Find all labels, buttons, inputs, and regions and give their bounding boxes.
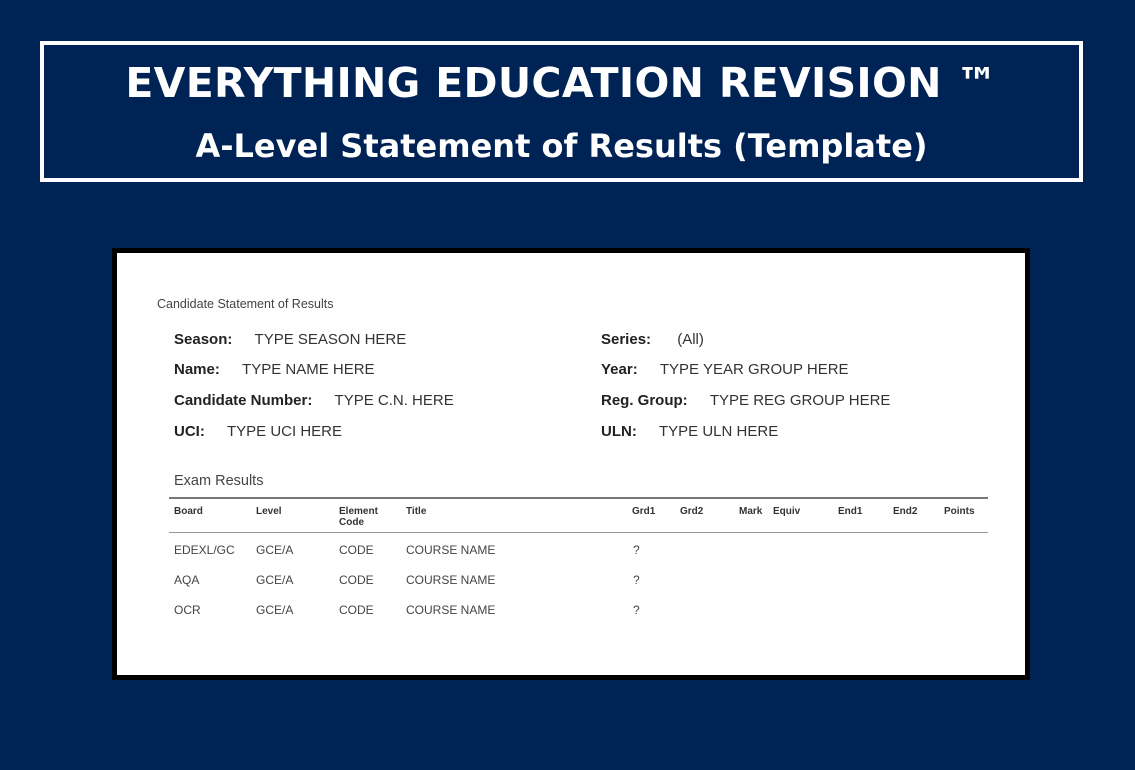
row-level: GCE/A	[256, 573, 294, 587]
statement-document	[112, 248, 1030, 680]
reg-group-label: Reg. Group:	[601, 392, 688, 409]
season-field	[174, 331, 406, 348]
row-level: GCE/A	[256, 603, 294, 617]
table-header-rule	[169, 532, 988, 533]
row-grd1: ?	[633, 603, 640, 617]
year-field	[601, 361, 849, 378]
col-header-level: Level	[256, 506, 282, 517]
row-title: COURSE NAME	[406, 573, 496, 587]
col-header-element-code: Element Code	[339, 506, 378, 528]
exam-results-title: Exam Results	[174, 473, 264, 489]
col-header-board: Board	[174, 506, 203, 517]
row-grd1: ?	[633, 543, 640, 557]
name-field	[174, 361, 375, 378]
row-level: GCE/A	[256, 543, 294, 557]
row-title: COURSE NAME	[406, 603, 496, 617]
uln-label: ULN:	[601, 423, 637, 440]
candidate-number-value[interactable]: TYPE C.N. HERE	[334, 392, 454, 409]
season-label: Season:	[174, 331, 233, 348]
reg-group-value[interactable]: TYPE REG GROUP HERE	[709, 392, 891, 409]
row-board: AQA	[174, 573, 200, 587]
banner-title: EVERYTHING EDUCATION REVISION ™	[125, 59, 998, 107]
col-header-points: Points	[944, 506, 975, 517]
col-header-grd2: Grd2	[680, 506, 704, 517]
row-code: CODE	[339, 603, 374, 617]
series-label: Series:	[601, 331, 652, 348]
col-header-title: Title	[406, 506, 427, 517]
year-label: Year:	[601, 361, 638, 378]
reg-group-field	[601, 392, 890, 409]
col-header-grd1: Grd1	[632, 506, 656, 517]
document-heading: Candidate Statement of Results	[157, 297, 334, 311]
col-header-end2: End2	[893, 506, 918, 517]
uln-field	[601, 423, 778, 440]
uci-label: UCI:	[174, 423, 205, 440]
series-value[interactable]: (All)	[677, 331, 704, 348]
col-header-equiv: Equiv	[773, 506, 801, 517]
col-header-end1: End1	[838, 506, 863, 517]
row-board: EDEXL/GC	[174, 543, 235, 557]
uln-value[interactable]: TYPE ULN HERE	[659, 423, 779, 440]
title-banner	[40, 41, 1083, 182]
uci-field	[174, 423, 342, 440]
row-title: COURSE NAME	[406, 543, 496, 557]
banner-subtitle: A-Level Statement of Results (Template)	[195, 127, 928, 165]
season-value[interactable]: TYPE SEASON HERE	[254, 331, 407, 348]
series-field	[601, 331, 704, 348]
uci-value[interactable]: TYPE UCI HERE	[227, 423, 343, 440]
table-top-rule	[169, 497, 988, 499]
row-grd1: ?	[633, 573, 640, 587]
name-label: Name:	[174, 361, 220, 378]
col-header-mark: Mark	[739, 506, 763, 517]
year-value[interactable]: TYPE YEAR GROUP HERE	[659, 361, 849, 378]
candidate-number-field	[174, 392, 454, 409]
row-code: CODE	[339, 573, 374, 587]
candidate-number-label: Candidate Number:	[174, 392, 313, 409]
row-board: OCR	[174, 603, 201, 617]
name-value[interactable]: TYPE NAME HERE	[242, 361, 375, 378]
row-code: CODE	[339, 543, 374, 557]
